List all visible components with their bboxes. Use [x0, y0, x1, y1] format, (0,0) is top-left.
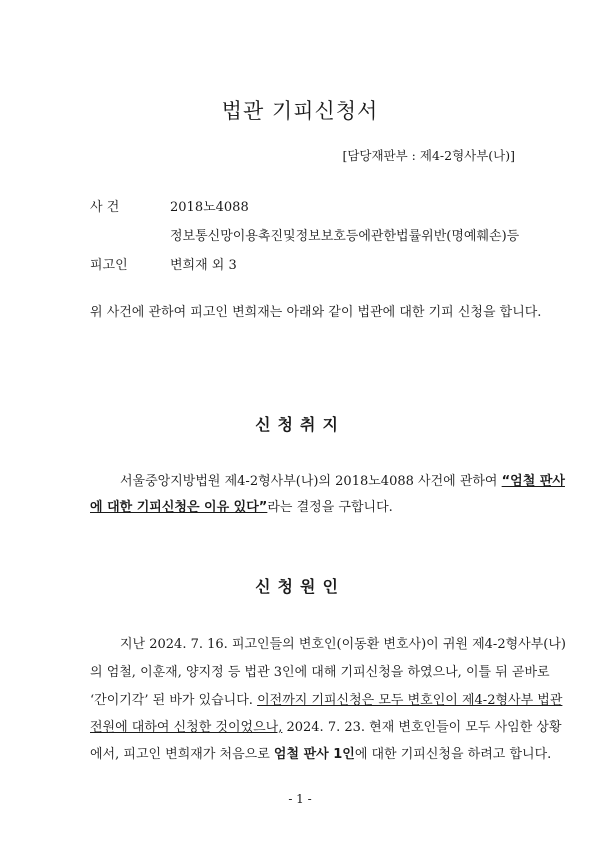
page-number: - 1 - [288, 792, 312, 806]
document-title: 법관 기피신청서 [221, 99, 379, 123]
cause-line-5-bold: 엄철 판사 1인 [273, 747, 355, 762]
cause-line-4-text: 2024. 7. 23. 현재 변호인들이 모두 사임한 상황 [282, 720, 562, 735]
cause-line-3-underline: 이전까지 기피신청은 모두 변호인이 제4-2형사부 법관 [257, 693, 563, 708]
cause-line-3-text: ‘간이기각’ 된 바가 있습니다. [90, 693, 258, 708]
case-name: 정보통신망이용촉진및정보보호등에관한법률위반(명예훼손)등 [170, 229, 520, 244]
cause-line-4 [90, 716, 562, 735]
cause-line-1: 지난 2024. 7. 16. 피고인들의 변호인(이동환 변호사)이 귀원 제4-2형사부(나) [120, 637, 566, 652]
purpose-line-1-bold: “엄철 판사 [501, 474, 565, 489]
cause-line-2: 의 엄철, 이훈재, 양지정 등 법관 3인에 대해 기피신청을 하였으나, 이틀 뒤 곧바로 [90, 665, 550, 680]
purpose-line-2-text: 라는 결정을 구합니다. [267, 500, 393, 515]
case-label: 사 건 [90, 200, 120, 215]
cause-line-4-underline: 전원에 대하여 신청한 것이었으나, [90, 720, 283, 735]
cause-line-5 [90, 743, 551, 762]
purpose-line-1-text: 서울중앙지방법원 제4-2형사부(나)의 2018노4088 사건에 관하여 [120, 474, 502, 489]
cause-heading: 신청원인 [255, 577, 345, 596]
purpose-line-1 [120, 470, 565, 489]
purpose-line-2-bold: 에 대한 기피신청은 이유 있다” [90, 500, 268, 515]
cause-line-5-text-a: 에서, 피고인 변희재가 처음으로 [90, 747, 274, 762]
cause-line-3 [90, 689, 562, 708]
defendant-value: 변희재 외 3 [170, 258, 237, 273]
intro-paragraph: 위 사건에 관하여 피고인 변희재는 아래와 같이 법관에 대한 기피 신청을 합니다. [90, 305, 542, 320]
case-number: 2018노4088 [170, 200, 249, 215]
division-label: [담당재판부 : 제4-2형사부(나)] [342, 148, 515, 163]
cause-line-5-text-b: 에 대한 기피신청을 하려고 합니다. [354, 747, 552, 762]
purpose-heading: 신청취지 [255, 415, 345, 434]
purpose-line-2 [90, 496, 393, 515]
defendant-label: 피고인 [90, 258, 128, 273]
